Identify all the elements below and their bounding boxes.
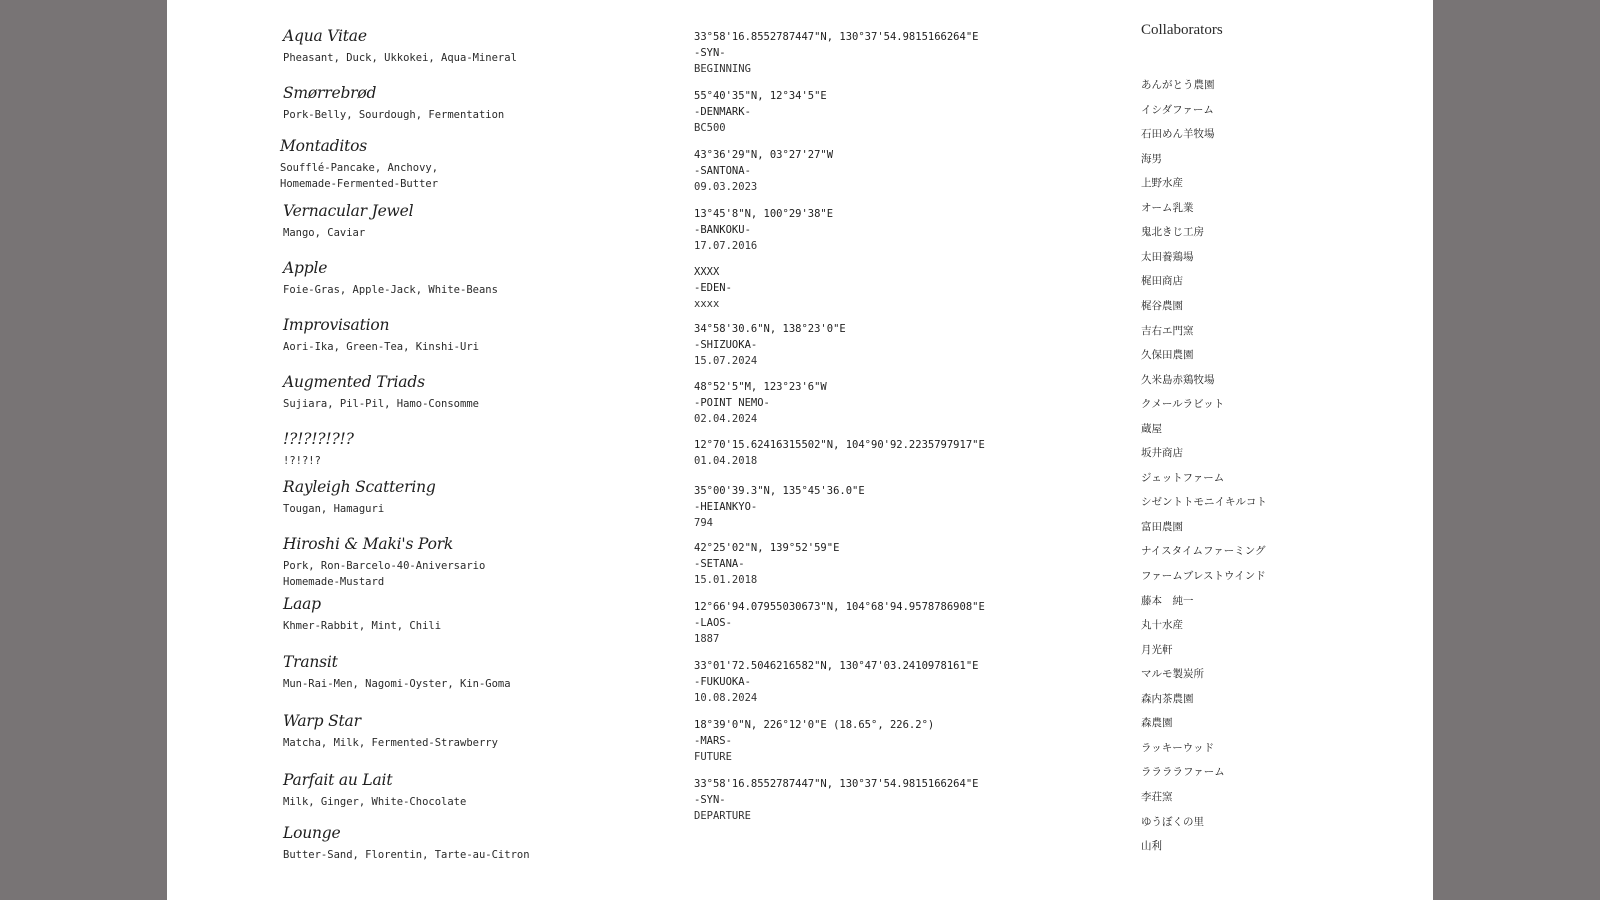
collaborator-name: 海男 [1141, 152, 1162, 165]
origin-date: xxxx [694, 298, 720, 310]
collaborator-name: ラッキーウッド [1141, 741, 1215, 754]
collaborator-name: 丸十水産 [1141, 619, 1183, 632]
origin-coordinates: 33°01'72.5046216582"N, 130°47'03.2410978161"E [694, 660, 979, 672]
dish-ingredients [283, 50, 703, 66]
origin-coordinates: 12°70'15.62416315502"N, 104°90'92.2235797917"E [694, 439, 985, 451]
dish-title: Warp Star [283, 712, 361, 730]
dish-item [283, 823, 703, 863]
dish-title: Smørrebrød [283, 84, 377, 102]
origin-date: 10.08.2024 [694, 692, 758, 704]
dish-title: Lounge [283, 824, 341, 842]
origin-item [694, 541, 1114, 587]
dish-title: Apple [283, 259, 328, 277]
origin-coordinates: 12°66'94.07955030673"N, 104°68'94.9578786908"E [694, 601, 985, 613]
origin-place: -SYN- [694, 794, 726, 806]
dish-title: !?!?!?!?!? [283, 430, 354, 448]
dish-item [283, 652, 703, 692]
collaborator-name: 坂井商店 [1141, 447, 1183, 460]
dish-ingredients [283, 558, 703, 590]
origin-item [694, 30, 1114, 76]
ingredient-line: Milk, Ginger, White-Chocolate [283, 796, 467, 808]
dish-title: Improvisation [283, 316, 390, 334]
collaborator-name: ナイスタイムファーミング [1141, 545, 1266, 558]
ingredient-line: Mango, Caviar [283, 227, 366, 239]
origin-item [694, 265, 1114, 311]
origin-place: -HEIANKYO- [694, 501, 758, 513]
origin-item [694, 718, 1114, 764]
origin-date: BC500 [694, 122, 726, 134]
origin-date: 09.03.2023 [694, 181, 758, 193]
origin-item [694, 777, 1114, 823]
dish-ingredients [283, 339, 703, 355]
origin-place: -LAOS- [694, 617, 732, 629]
ingredient-line: Tougan, Hamaguri [283, 503, 385, 515]
dish-item [283, 315, 703, 355]
origin-date: 794 [694, 517, 713, 529]
dish-title: Montaditos [280, 137, 368, 155]
collaborator-name: ファームブレストウインド [1141, 570, 1266, 582]
dish-ingredients [283, 501, 703, 517]
origin-item [694, 89, 1114, 135]
origin-place: -FUKUOKA- [694, 676, 751, 688]
origin-coordinates: 43°36'29"N, 03°27'27"W [694, 149, 834, 161]
collaborator-name: マルモ製炭所 [1141, 668, 1204, 681]
collaborators-heading: Collaborators [1141, 22, 1223, 38]
collaborator-name: 蔵屋 [1141, 422, 1162, 435]
dish-item [283, 594, 703, 634]
collaborator-name: 月光軒 [1141, 643, 1173, 656]
ingredient-line: Pork-Belly, Sourdough, Fermentation [283, 109, 505, 121]
origin-date: BEGINNING [694, 63, 751, 75]
dish-ingredients [283, 282, 703, 298]
dish-item [283, 429, 703, 469]
ingredient-line: Aori-Ika, Green-Tea, Kinshi-Uri [283, 341, 479, 353]
dish-item [283, 711, 703, 751]
collaborator-name: オーム乳業 [1141, 201, 1194, 214]
dish-title: Vernacular Jewel [283, 202, 414, 220]
origin-coordinates: 35°00'39.3"N, 135°45'36.0"E [694, 485, 865, 497]
origin-place: -SYN- [694, 47, 726, 59]
origin-coordinates: 34°58'30.6"N, 138°23'0"E [694, 323, 846, 335]
origin-place: -SETANA- [694, 558, 745, 570]
ingredient-line: Sujiara, Pil-Pil, Hamo-Consomme [283, 398, 479, 410]
collaborator-name: 吉右エ門窯 [1141, 324, 1194, 337]
origin-date: 01.04.2018 [694, 455, 758, 467]
collaborator-name: 藤本 純一 [1141, 594, 1194, 607]
dish-item [283, 372, 703, 412]
origin-coordinates: 18°39'0"N, 226°12'0"E (18.65°, 226.2°) [694, 719, 935, 731]
origin-item [694, 380, 1114, 426]
origin-coordinates: 13°45'8"N, 100°29'38"E [694, 208, 834, 220]
origin-date: 02.04.2024 [694, 413, 758, 425]
origin-place: -SANTONA- [694, 165, 751, 177]
origin-date: 15.07.2024 [694, 355, 758, 367]
collaborator-name: 石田めん羊牧場 [1141, 128, 1215, 141]
origin-coordinates: 48°52'5"M, 123°23'6"W [694, 381, 827, 393]
dish-title: Rayleigh Scattering [283, 478, 436, 496]
collaborator-name: イシダファーム [1141, 103, 1214, 116]
dish-ingredients [283, 794, 703, 810]
collaborator-name: 山利 [1141, 840, 1162, 853]
dish-item [283, 770, 703, 810]
origin-coordinates: 42°25'02"N, 139°52'59"E [694, 542, 840, 554]
collaborator-name: 富田農園 [1141, 520, 1183, 533]
origin-place: -MARS- [694, 735, 732, 747]
ingredient-line: Homemade-Fermented-Butter [280, 178, 439, 190]
ingredient-line: Butter-Sand, Florentin, Tarte-au-Citron [283, 849, 530, 861]
dish-ingredients [283, 735, 703, 751]
dish-item [283, 534, 703, 590]
ingredient-line: Mun-Rai-Men, Nagomi-Oyster, Kin-Goma [283, 678, 511, 690]
collaborator-name: 太田養鶏場 [1141, 250, 1194, 263]
origin-date: 1887 [694, 633, 720, 645]
origin-coordinates: 33°58'16.8552787447"N, 130°37'54.9815166264"E [694, 778, 979, 790]
collaborator-name: 梶谷農園 [1141, 299, 1183, 312]
dish-item [283, 258, 703, 298]
origin-date: FUTURE [694, 751, 732, 763]
collaborator-name: 梶田商店 [1141, 275, 1183, 288]
origin-coordinates: 55°40'35"N, 12°34'5"E [694, 90, 827, 102]
origin-coordinates: XXXX [694, 266, 720, 278]
dish-item [283, 26, 703, 66]
origin-date: 15.01.2018 [694, 574, 758, 586]
collaborator-name: ジェットファーム [1141, 471, 1225, 484]
origin-place: -SHIZUOKA- [694, 339, 758, 351]
dish-title: Hiroshi & Maki's Pork [283, 535, 454, 553]
origin-place: -DENMARK- [694, 106, 751, 118]
dish-ingredients [283, 225, 703, 241]
dish-ingredients [283, 847, 703, 863]
dish-title: Transit [283, 653, 338, 671]
ingredient-line: Matcha, Milk, Fermented-Strawberry [283, 737, 498, 749]
origin-item [694, 207, 1114, 253]
origin-item [694, 600, 1114, 646]
collaborator-name: シゼントトモニイキルコト [1141, 496, 1267, 509]
origin-item [694, 322, 1114, 368]
origin-item [694, 484, 1114, 530]
dish-title: Parfait au Lait [283, 771, 393, 789]
ingredient-line: Soufflé-Pancake, Anchovy, [280, 162, 439, 174]
origin-item [694, 438, 1114, 468]
collaborator-name: 森内茶農園 [1141, 692, 1194, 705]
ingredient-line: Homemade-Mustard [283, 576, 385, 588]
dish-ingredients [283, 618, 703, 634]
origin-date: DEPARTURE [694, 810, 751, 822]
origin-item [694, 148, 1114, 194]
ingredient-line: Khmer-Rabbit, Mint, Chili [283, 620, 442, 632]
collaborator-name: ララララファーム [1141, 766, 1225, 779]
collaborator-name: ゆうぼくの里 [1141, 815, 1204, 828]
dish-item [283, 477, 703, 517]
ingredient-line: Pork, Ron-Barcelo-40-Aniversario [283, 560, 486, 572]
collaborator-name: 久保田農園 [1141, 349, 1194, 362]
dish-item [283, 201, 703, 241]
dish-title: Augmented Triads [283, 373, 425, 391]
origin-place: -EDEN- [694, 282, 732, 294]
dish-ingredients [280, 160, 700, 192]
collaborator-name: 李荘窯 [1141, 790, 1173, 803]
dish-title: Aqua Vitae [283, 27, 367, 45]
dish-title: Laap [283, 595, 321, 613]
collaborator-name: 鬼北きじ工房 [1141, 226, 1204, 239]
collaborator-name: 森農園 [1141, 717, 1173, 730]
origin-place: -BANKOKU- [694, 224, 751, 236]
origin-item [694, 659, 1114, 705]
collaborator-name: 久米島赤鶏牧場 [1141, 373, 1215, 386]
ingredient-line: Foie-Gras, Apple-Jack, White-Beans [283, 284, 498, 296]
origin-coordinates: 33°58'16.8552787447"N, 130°37'54.9815166264"E [694, 31, 979, 43]
collaborator-name: あんがとう農園 [1141, 79, 1215, 91]
menu-page [167, 0, 1433, 900]
dish-ingredients [283, 107, 703, 123]
collaborator-name: クメールラビット [1141, 398, 1225, 411]
dish-ingredients [283, 676, 703, 692]
dish-item [280, 136, 700, 192]
origin-place: -POINT NEMO- [694, 397, 770, 409]
collaborator-name: 上野水産 [1141, 177, 1183, 190]
ingredient-line: Pheasant, Duck, Ukkokei, Aqua-Mineral [283, 52, 517, 64]
origin-date: 17.07.2016 [694, 240, 758, 252]
dish-ingredients [283, 453, 703, 469]
dish-item [283, 83, 703, 123]
dish-ingredients [283, 396, 703, 412]
ingredient-line: !?!?!? [283, 455, 321, 467]
